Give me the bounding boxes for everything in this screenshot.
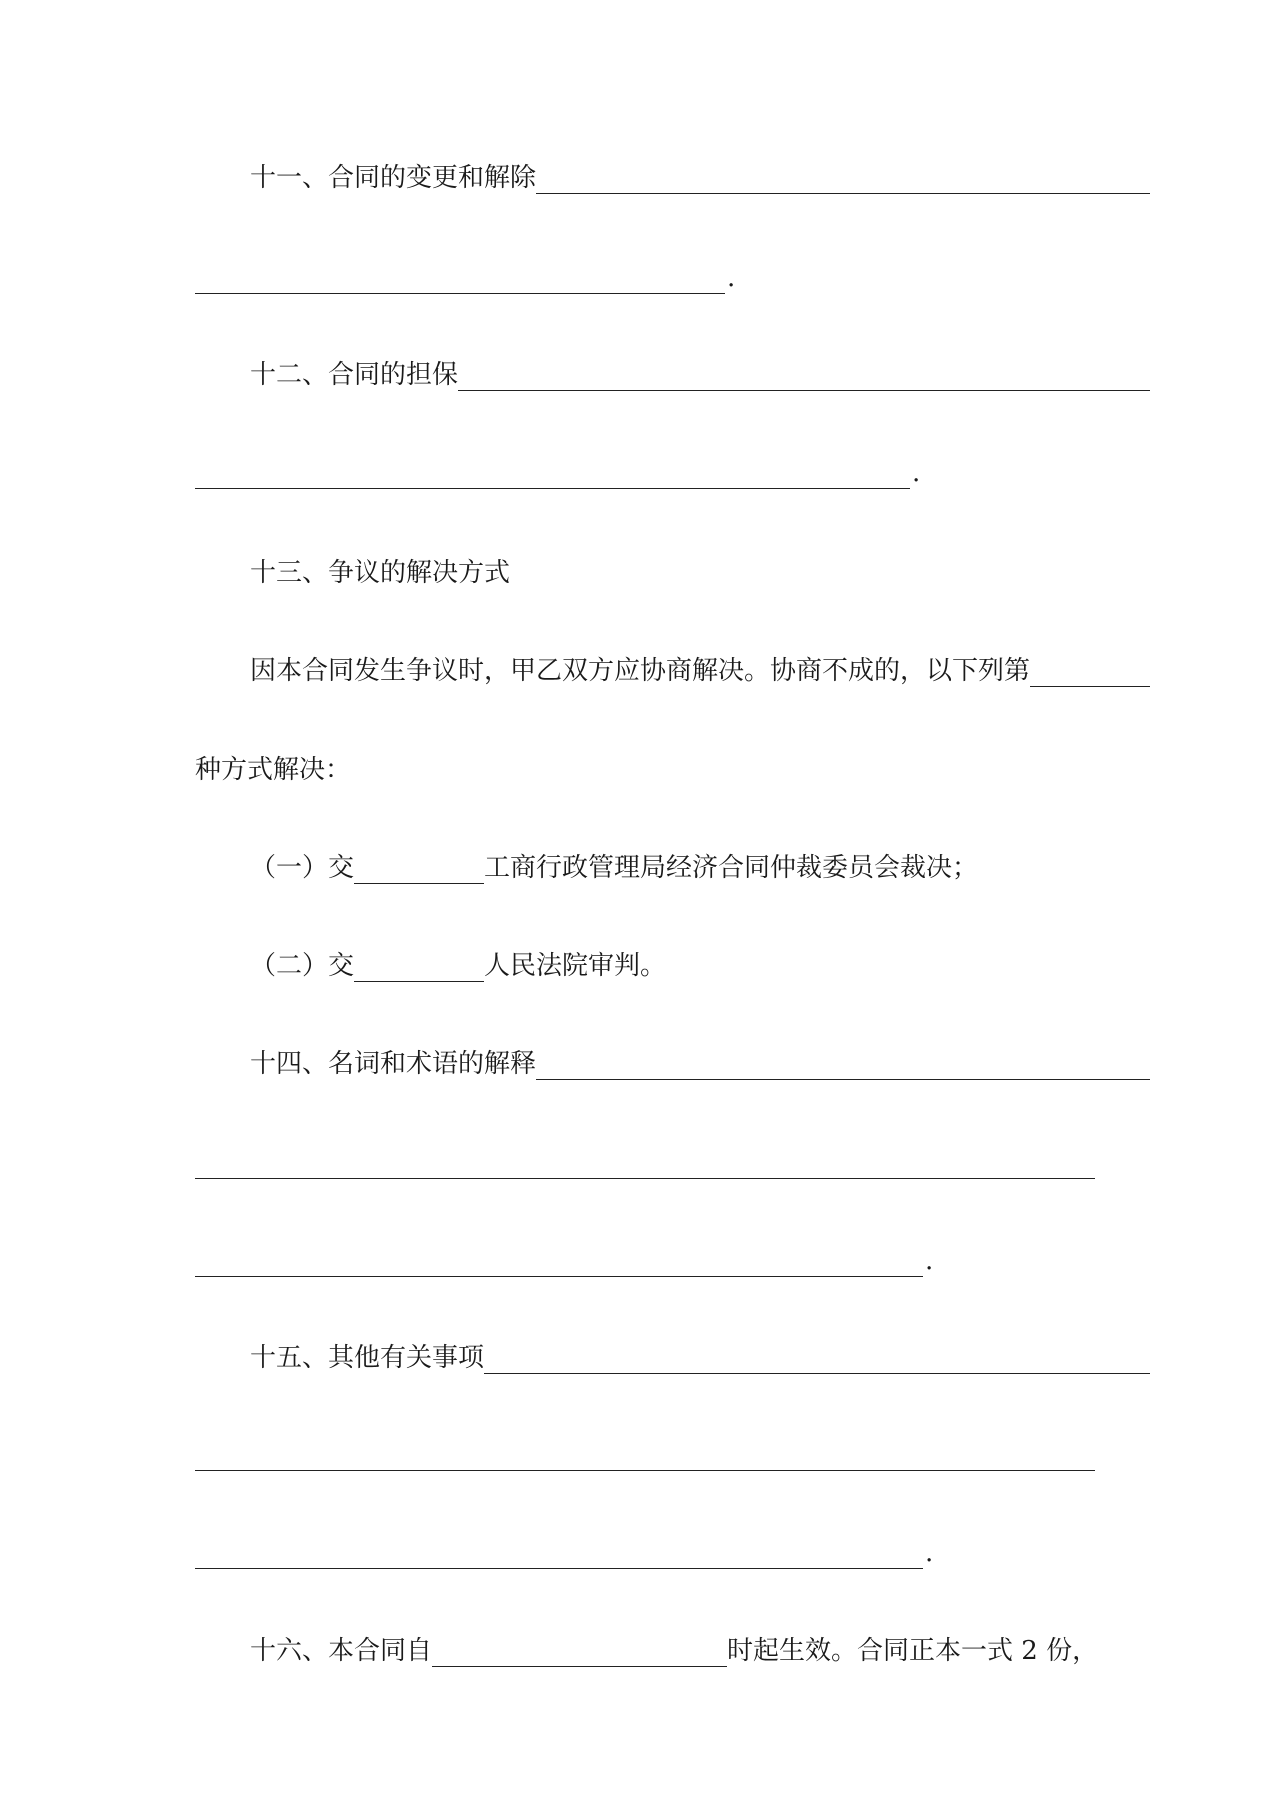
section-13-option-2-line <box>195 938 1150 982</box>
option-2-blank[interactable] <box>354 951 484 982</box>
section-14-continuation-line-2 <box>195 1233 1095 1277</box>
section-14-blank-3[interactable] <box>195 1246 923 1277</box>
section-13-heading-line <box>195 545 1150 589</box>
section-14-blank-1[interactable] <box>536 1049 1150 1080</box>
section-14-heading: 十四、名词和术语的解释 <box>250 1049 537 1079</box>
section-15-blank-2[interactable] <box>195 1440 1095 1471</box>
section-14-blank-2[interactable] <box>195 1148 1095 1179</box>
option-1-suffix: 工商行政管理局经济合同仲裁委员会裁决； <box>484 853 979 883</box>
section-15-continuation-line-2 <box>195 1525 1095 1569</box>
section-12-blank-1[interactable] <box>458 360 1150 391</box>
section-13-intro: 因本合同发生争议时，甲乙双方应协商解决。协商不成的，以下列第 <box>250 656 1031 686</box>
section-14-heading-line <box>195 1036 1150 1080</box>
section-12-end-mark: . <box>912 458 921 488</box>
section-13-method-number-blank[interactable] <box>1030 656 1150 687</box>
section-11-blank-2[interactable] <box>195 263 725 294</box>
section-13-heading: 十三、争议的解决方式 <box>250 558 511 588</box>
section-16-suffix: 时起生效。合同正本一式 2 份， <box>727 1636 1099 1666</box>
section-16-prefix: 十六、本合同自 <box>250 1636 433 1666</box>
section-16-line <box>195 1623 1150 1667</box>
option-1-prefix: （一）交 <box>250 853 355 883</box>
section-15-heading-line <box>195 1330 1150 1374</box>
section-15-blank-1[interactable] <box>484 1343 1150 1374</box>
section-14-continuation-line-1 <box>195 1135 1095 1179</box>
section-15-end-mark: . <box>925 1538 934 1568</box>
section-11-heading-line <box>195 150 1150 194</box>
section-11-heading: 十一、合同的变更和解除 <box>250 163 537 193</box>
section-11-continuation-line <box>195 250 1095 294</box>
section-13-option-1-line <box>195 840 1150 884</box>
option-2-suffix: 人民法院审判。 <box>484 951 667 981</box>
section-12-heading-line <box>195 347 1150 391</box>
section-13-intro-cont-line <box>195 742 1095 786</box>
option-2-prefix: （二）交 <box>250 951 355 981</box>
section-15-heading: 十五、其他有关事项 <box>250 1343 485 1373</box>
section-15-blank-3[interactable] <box>195 1538 923 1569</box>
option-1-blank[interactable] <box>354 853 484 884</box>
section-15-continuation-line-1 <box>195 1427 1095 1471</box>
section-14-end-mark: . <box>925 1246 934 1276</box>
section-11-end-mark: . <box>727 263 736 293</box>
section-12-heading: 十二、合同的担保 <box>250 360 459 390</box>
section-13-intro-cont: 种方式解决： <box>195 755 352 785</box>
section-12-continuation-line <box>195 445 1095 489</box>
section-11-blank-1[interactable] <box>536 163 1150 194</box>
section-16-effective-date-blank[interactable] <box>432 1636 727 1667</box>
section-12-blank-2[interactable] <box>195 458 910 489</box>
section-13-intro-line <box>195 643 1150 687</box>
